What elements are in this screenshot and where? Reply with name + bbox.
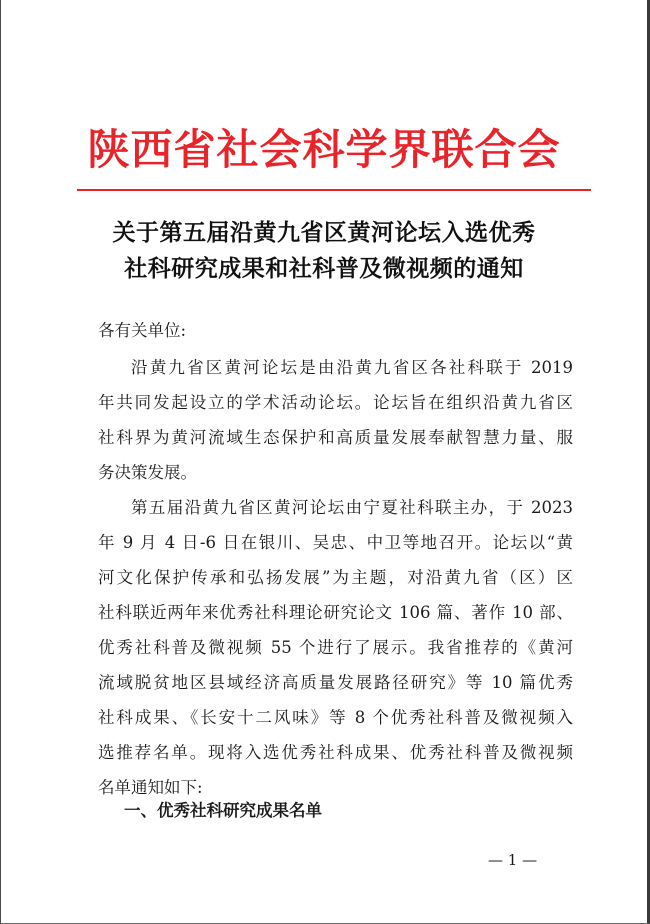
paragraph-2-line-7: 社科成果、《长安十二风味》等 8 个优秀社科普及微视频入 <box>98 708 573 727</box>
paragraph-1-line-2: 年共同发起设立的学术活动论坛。论坛旨在组织沿黄九省区 <box>98 393 573 412</box>
issuing-organization-title: 陕西省社会科学界联合会 <box>87 125 561 174</box>
page-number: — 1 — <box>488 851 538 869</box>
paragraph-2-line-8: 选推荐名单。现将入选优秀社科成果、优秀社科普及微视频 <box>98 743 573 762</box>
document-title-line-2: 社科研究成果和社科普及微视频的通知 <box>124 255 524 282</box>
paragraph-2-line-5: 优秀社科普及微视频 55 个进行了展示。我省推荐的《黄河 <box>98 638 573 657</box>
document-title-line-1: 关于第五届沿黄九省区黄河论坛入选优秀 <box>112 219 536 246</box>
paragraph-1-line-4: 务决策发展。 <box>98 463 197 482</box>
paragraph-2-line-6: 流域脱贫地区县域经济高质量发展路径研究》等 10 篇优秀 <box>98 673 573 692</box>
section-1-heading: 一、优秀社科研究成果名单 <box>124 801 322 820</box>
salutation: 各有关单位: <box>98 321 187 340</box>
red-divider-line <box>77 189 591 191</box>
paragraph-1-line-1: 沿黄九省区黄河论坛是由沿黄九省区各社科联于 2019 <box>131 358 573 377</box>
paragraph-1-line-3: 社科界为黄河流域生态保护和高质量发展奉献智慧力量、服 <box>98 428 573 447</box>
paragraph-2-line-1: 第五届沿黄九省区黄河论坛由宁夏社科联主办，于 2023 <box>131 498 573 517</box>
paragraph-2-line-4: 社科联近两年来优秀社科理论研究论文 106 篇、著作 10 部、 <box>98 603 573 622</box>
paragraph-2-line-9: 名单通知如下: <box>98 778 203 797</box>
paragraph-2-line-3: 河文化保护传承和弘扬发展”为主题，对沿黄九省（区）区 <box>98 568 573 587</box>
paragraph-2-line-2: 年 9 月 4 日-6 日在银川、吴忠、中卫等地召开。论坛以“黄 <box>98 533 573 552</box>
